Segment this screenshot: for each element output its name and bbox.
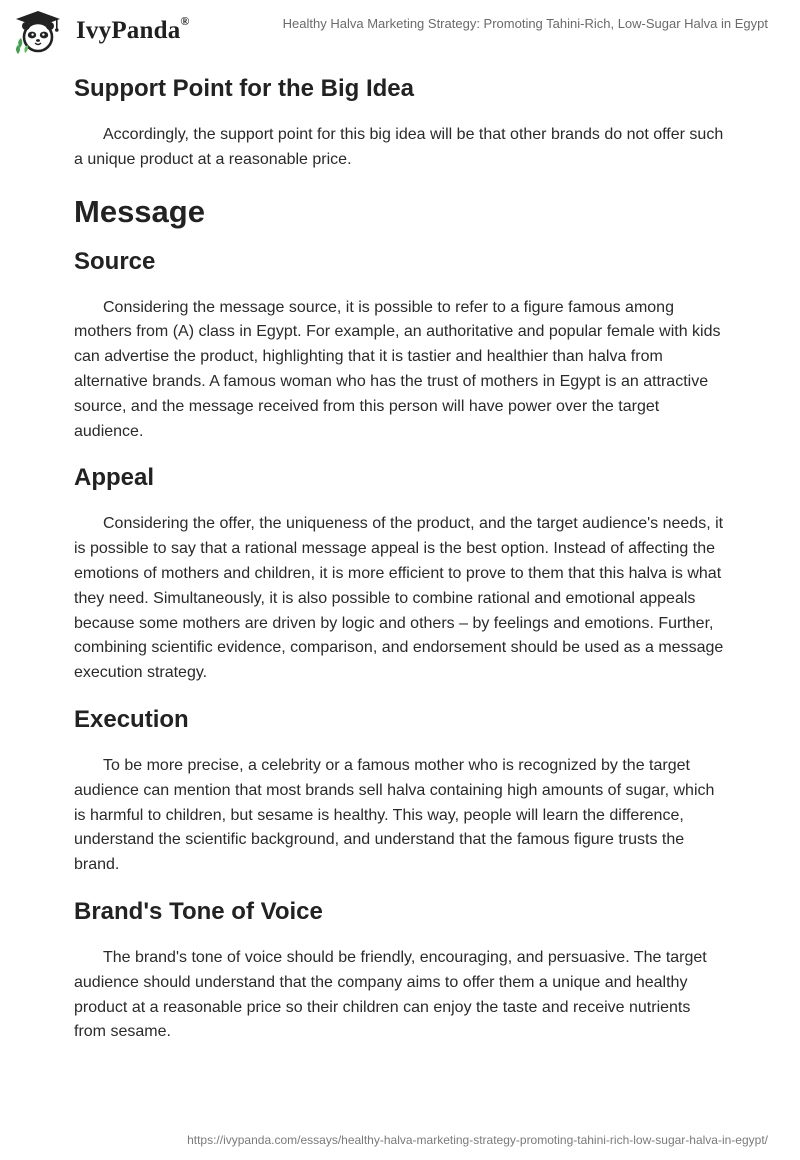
section-heading-execution: Execution: [74, 705, 189, 733]
source-url[interactable]: https://ivypanda.com/essays/healthy-halva-marketing-strategy-promoting-tahini-rich-low-sugar-halva-in-egypt/: [187, 1133, 768, 1147]
document-body: [74, 70, 724, 1045]
page-header: [0, 0, 800, 62]
section-heading-tone-of-voice: Brand's Tone of Voice: [74, 897, 323, 925]
ivypanda-logo[interactable]: [14, 8, 214, 54]
paragraph-execution: To be more precise, a celebrity or a famous mother who is recognized by the target audience can mention that most brands sell halva containing high amounts of sugar, which is harmful to children, but sesame is healthy. This way, people will learn the difference, understand the scientific background, and understand that the famous figure trusts the brand.: [74, 756, 715, 874]
document-title: Healthy Halva Marketing Strategy: Promoting Tahini-Rich, Low-Sugar Halva in Egypt: [282, 16, 768, 31]
section-heading-support-point: Support Point for the Big Idea: [74, 75, 414, 102]
section-heading-appeal: Appeal: [74, 464, 155, 492]
panda-graduate-icon: [14, 8, 62, 56]
paragraph-appeal: Considering the offer, the uniqueness of the product, and the target audience's needs, it is possible to say that a rational message appeal is the best option. Instead of affecting the emotions of mothers and children, it is more efficient to prove to them that this halva is what they need. Simultaneously, it is also possible to combine rational and emotional appeals because some mothers are driven by logic and others – by feelings and emotions. Further, combining scientific evidence, comparison, and endorsement should be used as a message execution strategy.: [74, 515, 724, 682]
paragraph-source: Considering the message source, it is possible to refer to a figure famous among mothers from (A) class in Egypt. For example, an authoritative and popular female with kids can advertise the product, highlighting that it is tastier and healthier than halva from alternative brands. A famous woman who has the trust of mothers in Egypt is an attractive source, and the message received from this person will have power over the target audience.: [74, 298, 721, 440]
section-heading-message: Message: [74, 193, 205, 229]
paragraph-support-point: Accordingly, the support point for this big idea will be that other brands do not offer such a unique product at a reasonable price.: [74, 126, 724, 168]
paragraph-tone-of-voice: The brand's tone of voice should be friendly, encouraging, and persuasive. The target audience should understand that the company aims to offer them a unique and healthy product at a reasonable price so their children can enjoy the taste and receive nutrients from sesame.: [74, 948, 707, 1041]
section-heading-source: Source: [74, 247, 156, 275]
brand-name: IvyPanda®: [76, 13, 190, 44]
